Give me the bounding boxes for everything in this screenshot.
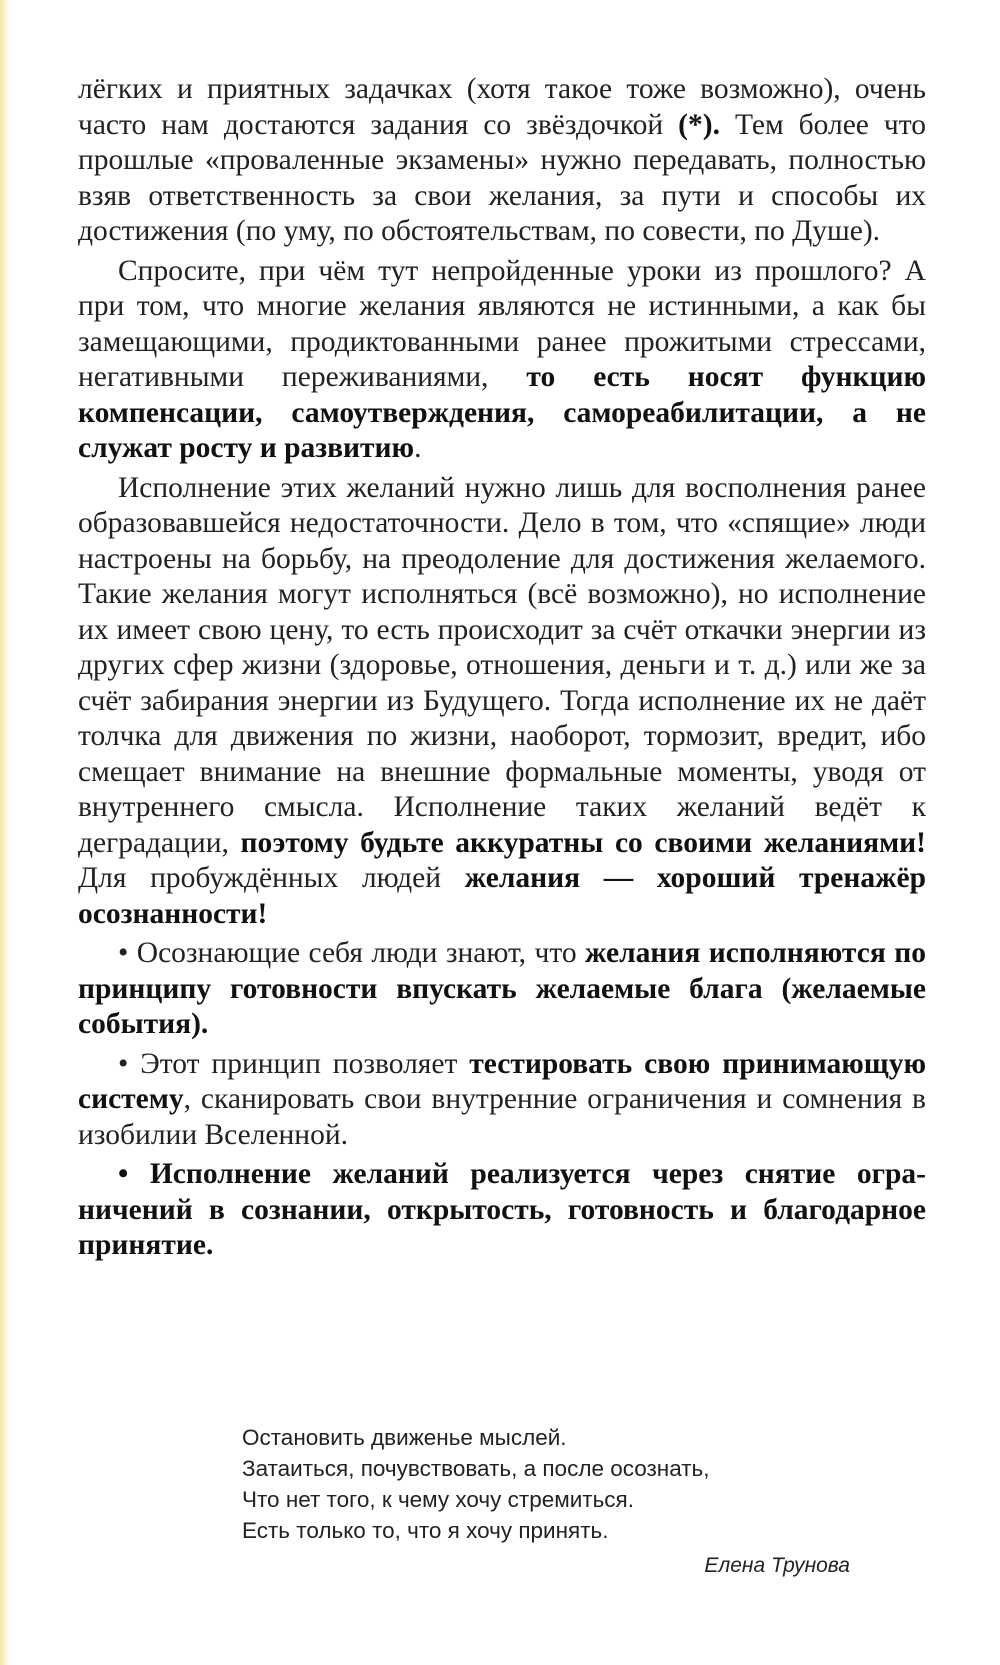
p1-run-1: лёгких и приятных задачках (хотя такое тоже возможно), очень часто нам достаются задания со звёздочкой: [78, 73, 926, 141]
p1-run-2: (*).: [678, 108, 720, 141]
paragraph-1: [78, 72, 926, 250]
page-edge-shade: [0, 0, 9, 1665]
bullet-paragraph-1: [78, 936, 926, 1043]
b2-run-3: , сканировать свои внутренние ограничения и сомнения в изобилии Вселенной.: [78, 1083, 926, 1151]
p2-run-1: Спросите, при чём тут непройденные уроки из прошлого? А при том, что многие желания являются не истинными, а как бы замещающими, продиктованными ранее прожитыми стрессами, негативными переживаниями,: [78, 254, 926, 393]
b2-run-1: • Этот принцип позволяет: [118, 1047, 470, 1080]
b3-run-1: • Исполнение желаний реализуется через снятие ограничений в сознании, открытость, готовность и благодарное принятие.: [78, 1158, 926, 1261]
p3-run-3: Для пробуждённых людей: [78, 862, 465, 894]
poem-line: Затаиться, почувствовать, а после осознать,: [242, 1456, 710, 1481]
poem-line: Остановить движенье мыслей.: [242, 1425, 567, 1450]
p2-run-3: .: [414, 432, 422, 464]
poem-line: Что нет того, к чему хочу стремиться.: [242, 1487, 634, 1512]
p2-run-2: то есть носят функцию компенсации, самоутверждения, самореабилитации, а не служат росту и развитию: [78, 361, 926, 464]
poem-line: Есть только то, что я хочу принять.: [242, 1518, 609, 1543]
bullet-paragraph-3: [78, 1157, 926, 1264]
poem-author: Елена Трунова: [704, 1554, 850, 1577]
b1-run-1: • Осознающие себя люди знают, что: [118, 937, 586, 969]
bullet-paragraph-2: [78, 1047, 926, 1154]
paragraph-2: [78, 254, 926, 467]
b1-run-2: желания исполняются по принципу готовности впускать желаемые блага (желаемые события).: [78, 937, 926, 1040]
book-page-text: [78, 72, 926, 1268]
p3-run-2: поэтому будьте аккуратны со своими желаниями!: [240, 826, 926, 859]
paragraph-3: [78, 471, 926, 933]
p3-run-4: желания — хороший тренажёр осознанности!: [78, 862, 926, 930]
p3-run-1: Исполнение этих желаний нужно лишь для восполнения ранее образовавшейся недостаточности. Дело в том, что «спящие» люди настроены на борьбу, на преодоление для достижения желаемого. Такие желания могут исполняться (всё возможно), но исполнение их имеет свою цену, то есть происходит за счёт откачки энергии из других сфер жизни (здоровье, отношения, деньги и т. д.) или же за счёт забирания энергии из Будущего. Тогда исполнение их не даёт толчка для движения по жизни, наоборот, тормозит, вредит, ибо смещает внимание на внешние формальные моменты, уводя от внутреннего смысла. Исполнение таких желаний ведёт к деградации,: [78, 471, 926, 859]
p1-run-3: Тем более что прошлые «проваленные экзамены» нужно передавать, полностью взяв ответственность за свои желания, за пути и способы их достижения (по уму, по обстоятельствам, по совести, по Душе).: [78, 108, 926, 247]
epigraph-poem: [242, 1422, 710, 1546]
b2-run-2: тестировать свою принимающую систему: [78, 1047, 926, 1115]
